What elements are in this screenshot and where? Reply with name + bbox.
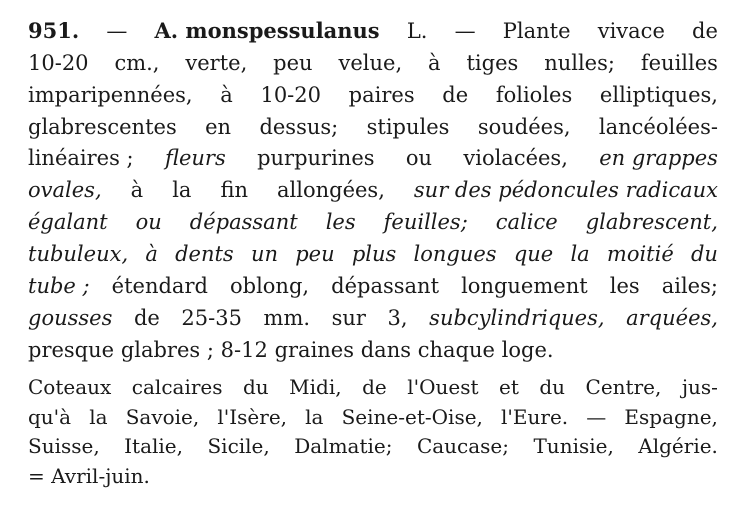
habitat-word: du: [539, 375, 566, 399]
entry-word: dans: [360, 338, 411, 362]
entry-word: du: [690, 242, 718, 266]
habitat-line: [28, 432, 718, 460]
habitat-word: Italie,: [124, 434, 184, 458]
entry-word: glabrescent,: [585, 210, 718, 234]
entry-word: la: [570, 242, 590, 266]
entry-line: [28, 49, 718, 77]
entry-word: Plante: [502, 19, 571, 43]
entry-word: la: [172, 178, 192, 202]
habitat-line: [28, 403, 718, 431]
habitat-word: Coteaux: [28, 375, 112, 399]
entry-word: presque: [28, 338, 115, 362]
entry-word: glabrescentes: [28, 115, 177, 139]
entry-word: à: [130, 178, 144, 202]
entry-word: de: [133, 306, 160, 330]
habitat-word: Sicile,: [207, 434, 270, 458]
entry-word: glabres ;: [120, 338, 214, 362]
habitat-word: de: [362, 375, 387, 399]
entry-word: mm.: [263, 306, 311, 330]
habitat-word: l'Eure.: [501, 405, 569, 429]
entry-word: dents: [175, 242, 234, 266]
entry-word: vivace: [597, 19, 665, 43]
habitat-word: Seine-et-Oise,: [341, 405, 483, 429]
entry-word: dépassant: [331, 274, 440, 298]
entry-word: longues: [413, 242, 497, 266]
habitat-word: la: [305, 405, 324, 429]
entry-line: [28, 176, 718, 204]
habitat-word: l'Ouest: [407, 375, 479, 399]
entry-word: 10-20: [260, 83, 321, 107]
entry-word: peu: [273, 51, 313, 75]
entry-word: ou: [135, 210, 162, 234]
entry-word: tiges: [466, 51, 519, 75]
entry-word: imparipennées,: [28, 83, 193, 107]
word-space: [214, 336, 221, 364]
entry-word: verte,: [185, 51, 248, 75]
habitat-word: Algérie.: [638, 434, 718, 458]
habitat-word: calcaires: [131, 375, 223, 399]
word-space: [354, 336, 361, 364]
habitat-word: —: [586, 405, 607, 429]
habitat-word: Caucase;: [416, 434, 510, 458]
entry-word: de: [692, 19, 718, 43]
habitat-word: Suisse,: [28, 434, 100, 458]
entry-word: L.: [406, 19, 428, 43]
entry-word: purpurines: [257, 146, 375, 170]
entry-line: [28, 240, 718, 268]
entry-word: lancéolées-: [598, 115, 718, 139]
entry-word: folioles: [495, 83, 573, 107]
habitat-word: =: [28, 464, 45, 488]
entry-word: les: [325, 210, 356, 234]
entry-word: plus: [351, 242, 397, 266]
entry-word: 10-20: [28, 51, 89, 75]
entry-word: sur: [331, 306, 366, 330]
word-space: [411, 336, 418, 364]
entry-word: 8-12: [220, 338, 268, 362]
entry-word: longuement: [461, 274, 588, 298]
entry-word: 25-35: [181, 306, 242, 330]
habitat-word: qu'à: [28, 405, 72, 429]
entry-word: linéaires ;: [28, 146, 134, 170]
entry-word: en: [205, 115, 232, 139]
entry-line: [28, 272, 718, 300]
entry-word: tubuleux,: [28, 242, 129, 266]
habitat-line: [28, 373, 718, 401]
habitat-word: Tunisie,: [533, 434, 614, 458]
entry-word: graines: [274, 338, 355, 362]
habitat-word: la: [89, 405, 108, 429]
entry-word: feuilles;: [383, 210, 468, 234]
entry-word: loge.: [501, 338, 554, 362]
entry-word: cm.,: [114, 51, 160, 75]
entry-word: arquées,: [626, 306, 718, 330]
entry-line: [28, 208, 718, 236]
entry-word: un: [250, 242, 278, 266]
entry-word: —: [106, 19, 128, 43]
entry-word: étendard: [111, 274, 208, 298]
entry-word: 3,: [387, 306, 408, 330]
entry-word: égalant: [28, 210, 108, 234]
word-space: [268, 336, 275, 364]
entry-word: les: [609, 274, 640, 298]
entry-word: ailes;: [661, 274, 718, 298]
habitat-line: [28, 462, 718, 490]
entry-word: feuilles: [640, 51, 718, 75]
entry-word: paires: [348, 83, 415, 107]
entry-line: [28, 113, 718, 141]
entry-line: [28, 336, 718, 364]
entry-word: stipules: [366, 115, 450, 139]
entry-word: peu: [295, 242, 335, 266]
entry-word: fin: [220, 178, 248, 202]
entry-word: —: [454, 19, 476, 43]
entry-word: que: [513, 242, 554, 266]
entry-line: [28, 304, 718, 332]
entry-line: [28, 17, 718, 45]
entry-word: chaque: [417, 338, 495, 362]
entry-word: nulles;: [544, 51, 615, 75]
entry-word: calice: [495, 210, 558, 234]
entry-word: gousses: [28, 306, 113, 330]
habitat-word: Dalmatie;: [294, 434, 393, 458]
entry-word: de: [442, 83, 469, 107]
entry-line: [28, 144, 718, 172]
entry-line: [28, 81, 718, 109]
entry-word: oblong,: [229, 274, 310, 298]
habitat-word: Savoie,: [125, 405, 200, 429]
entry-word: velue,: [338, 51, 403, 75]
word-space: [114, 336, 121, 364]
entry-word: violacées,: [463, 146, 568, 170]
habitat-word: du: [242, 375, 269, 399]
entry-word: sur des pédoncules radicaux: [413, 178, 718, 202]
habitat-word: Avril-juin.: [51, 464, 150, 488]
word-space: [495, 336, 502, 364]
entry-word: tube ;: [28, 274, 90, 298]
entry-word: en grappes: [599, 146, 718, 170]
habitat-word: Centre,: [585, 375, 662, 399]
entry-word: subcylindriques,: [429, 306, 605, 330]
entry-word: soudées,: [477, 115, 571, 139]
entry-word: moitié: [606, 242, 674, 266]
entry-word: A. monspessulanus: [154, 18, 380, 43]
entry-word: ou: [405, 146, 433, 170]
entry-word: ovales,: [28, 178, 102, 202]
habitat-word: l'Isère,: [217, 405, 288, 429]
entry-word: dessus;: [259, 115, 339, 139]
habitat-word: et: [499, 375, 519, 399]
habitat-word: Midi,: [289, 375, 342, 399]
entry-word: à: [145, 242, 158, 266]
entry-word: à: [428, 51, 441, 75]
habitat-word: jus-: [681, 375, 718, 399]
entry-word: fleurs: [164, 146, 226, 170]
entry-word: 951.: [28, 18, 80, 43]
entry-word: dépassant: [189, 210, 298, 234]
habitat-word: Espagne,: [624, 405, 718, 429]
entry-word: à: [220, 83, 233, 107]
entry-word: allongées,: [277, 178, 385, 202]
entry-word: elliptiques,: [599, 83, 718, 107]
